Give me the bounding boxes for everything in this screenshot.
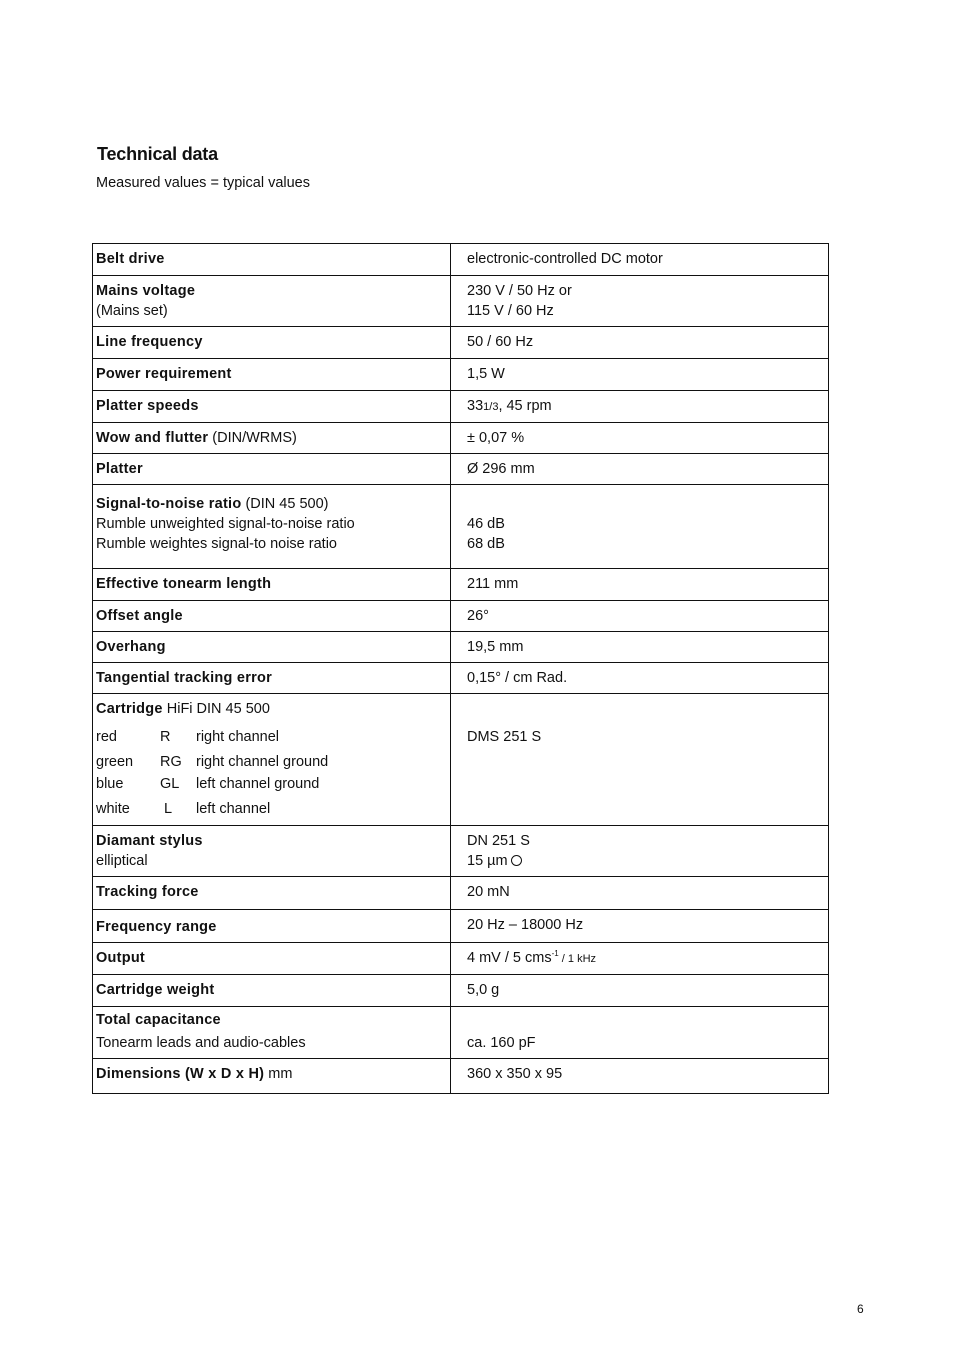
spec-note: (DIN/WRMS) [212,430,297,446]
spec-label: Tracking force [96,884,199,900]
spec-value: DMS 251 S [467,729,542,745]
wire-row-green [96,752,446,772]
wire-desc: right channel ground [196,754,329,770]
spec-value-cell [451,485,829,569]
spec-value-cell [451,943,829,975]
spec-value: electronic-controlled DC motor [467,251,663,267]
spec-value: 20 mN [467,884,510,900]
wire-code: R [160,729,171,745]
wire-desc: left channel [196,801,271,817]
wire-color: red [96,729,117,745]
spec-value: 1,5 W [467,366,505,382]
wire-code: RG [160,754,182,770]
spec-value: 5,0 g [467,982,500,998]
spec-row-output [93,943,829,975]
spec-value-cell [451,1007,829,1059]
wire-desc: left channel ground [196,776,320,792]
spec-value-cell [451,663,829,694]
spec-label: Output [96,950,146,966]
spec-label: Signal-to-noise ratio [96,496,242,512]
technical-data-table [92,243,829,1094]
wire-row-white [96,799,446,819]
spec-value: 19,5 mm [467,639,524,655]
spec-value-cell [451,826,829,877]
spec-value: 68 dB [467,536,505,552]
spec-value-cell [451,975,829,1007]
spec-label-cell [93,826,451,877]
wire-code: GL [160,776,180,792]
spec-label: Cartridge [96,701,163,717]
spec-label-cell [93,244,451,276]
spec-row-belt-drive [93,244,829,276]
spec-value: , 45 rpm [498,398,552,414]
spec-value: ± 0,07 % [467,430,525,446]
spec-label-cell [93,943,451,975]
spec-value: / 1 kHz [558,953,597,965]
spec-value: 50 / 60 Hz [467,334,534,350]
spec-value-cell [451,694,829,826]
spec-row-mains-voltage [93,276,829,327]
spec-label-cell [93,975,451,1007]
spec-label-cell [93,910,451,943]
spec-label: Offset angle [96,608,183,624]
spec-label: Belt drive [96,251,165,267]
spec-label-cell [93,485,451,569]
spec-value: 4 mV / 5 cms [467,950,552,966]
spec-label: Power requirement [96,366,232,382]
spec-label: Frequency range [96,919,217,935]
spec-value: 211 mm [467,576,519,592]
page-subtitle: Measured values = typical values [96,175,310,191]
spec-value: 0,15° / cm Rad. [467,670,568,686]
spec-note: mm [268,1066,293,1082]
spec-row-platter [93,454,829,485]
wire-color: white [96,801,130,817]
spec-row-overhang [93,632,829,663]
spec-label: Overhang [96,639,166,655]
spec-label-cell [93,601,451,632]
spec-value-cell [451,423,829,454]
spec-label: Total capacitance [96,1012,221,1028]
spec-value: 46 dB [467,516,505,532]
spec-value-cell [451,910,829,943]
spec-label-cell [93,694,451,826]
spec-row-tonearm-length [93,569,829,601]
page-number: 6 [857,1302,864,1316]
spec-label: Mains voltage [96,283,196,299]
spec-label: Platter [96,461,143,477]
spec-value-cell [451,327,829,359]
spec-label-cell [93,569,451,601]
spec-label-cell [93,359,451,391]
spec-value: 115 V / 60 Hz [467,303,554,319]
spec-label-cell [93,391,451,423]
spec-row-cartridge-weight [93,975,829,1007]
spec-value: 33 [467,398,484,414]
spec-row-frequency-range [93,910,829,943]
spec-value-fraction: 1/3 [483,401,499,413]
spec-label-cell [93,276,451,327]
spec-label: Effective tonearm length [96,576,272,592]
spec-row-tracking-error [93,663,829,694]
spec-label: Wow and flutter [96,430,209,446]
spec-value: ca. 160 pF [467,1035,536,1051]
spec-label: Diamant stylus [96,833,203,849]
spec-note: HiFi DIN 45 500 [166,701,270,717]
spec-note: Tonearm leads and audio-cables [96,1035,306,1051]
spec-value-cell [451,391,829,423]
wire-desc: right channel [196,729,280,745]
spec-note: (Mains set) [96,303,168,319]
spec-note: Rumble weightes signal-to noise ratio [96,536,337,552]
page-title: Technical data [97,144,218,164]
spec-label-cell [93,327,451,359]
spec-label-cell [93,1059,451,1094]
spec-value: 360 x 350 x 95 [467,1066,563,1082]
spec-row-stylus [93,826,829,877]
spec-row-platter-speeds [93,391,829,423]
spec-label: Dimensions (W x D x H) [96,1066,265,1082]
spec-value: DN 251 S [467,833,530,849]
spec-label: Tangential tracking error [96,670,272,686]
spec-value: 26° [467,608,489,624]
spec-row-power-requirement [93,359,829,391]
wire-row-red [96,727,446,747]
spec-value-superscript: -1 [551,949,559,959]
spec-row-wow-flutter [93,423,829,454]
spec-label-cell [93,423,451,454]
spec-label-cell [93,877,451,910]
spec-note: (DIN 45 500) [245,496,329,512]
spec-value-cell [451,454,829,485]
spec-note: Rumble unweighted signal-to-noise ratio [96,516,355,532]
spec-value: 15 µm [467,853,508,869]
spec-row-signal-to-noise [93,485,829,569]
spec-row-tracking-force [93,877,829,910]
spec-label: Line frequency [96,334,203,350]
spec-value-cell [451,244,829,276]
spec-value-cell [451,359,829,391]
spec-value-cell [451,877,829,910]
spec-value: 20 Hz – 18000 Hz [467,917,584,933]
spec-label: Platter speeds [96,398,199,414]
spec-label: Cartridge weight [96,982,215,998]
spec-value-cell [451,569,829,601]
spec-label-cell [93,1007,451,1059]
spec-value-cell [451,1059,829,1094]
spec-row-line-frequency [93,327,829,359]
spec-row-total-capacitance [93,1007,829,1059]
spec-note: elliptical [96,853,148,869]
wire-code: L [164,801,173,817]
wire-row-blue [96,774,446,794]
wire-color: blue [96,776,124,792]
elliptical-circle-icon [511,855,522,866]
spec-value-cell [451,632,829,663]
spec-label-cell [93,663,451,694]
spec-label-cell [93,632,451,663]
spec-row-offset-angle [93,601,829,632]
spec-row-cartridge [93,694,829,826]
spec-label-cell [93,454,451,485]
spec-value-cell [451,601,829,632]
spec-value: 230 V / 50 Hz or [467,283,572,299]
wire-color: green [96,754,134,770]
spec-value-cell [451,276,829,327]
spec-value: Ø 296 mm [467,461,535,477]
spec-row-dimensions [93,1059,829,1094]
